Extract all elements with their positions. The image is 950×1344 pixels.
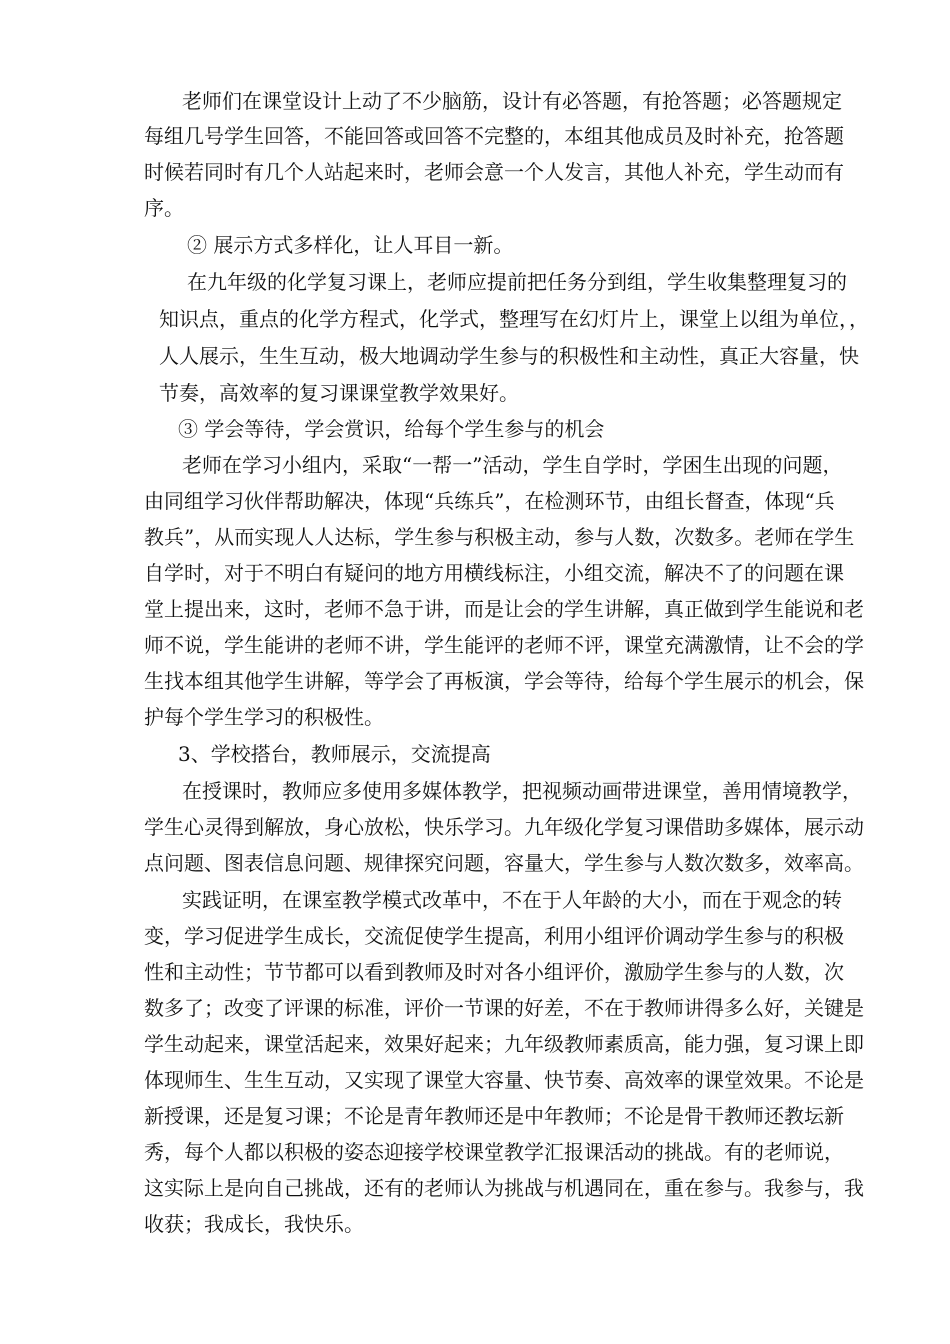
text-line: 实践证明，在课室教学模式改革中，不在于人年龄的大小，而在于观念的转: [182, 888, 842, 912]
text-line: 数多了；改变了评课的标准，评价一节课的好差，不在于教师讲得多么好，关键是: [144, 996, 864, 1020]
text-line: 收获；我成长，我快乐。: [144, 1212, 364, 1236]
section-heading: ② 展示方式多样化，让人耳目一新。: [187, 233, 514, 257]
text-line: 秀，每个人都以积极的姿态迎接学校课堂教学汇报课活动的挑战。有的老师说，: [144, 1140, 844, 1164]
text-line: 学生动起来，课堂活起来，效果好起来；九年级教师素质高，能力强，复习课上即: [144, 1032, 864, 1056]
text-line: 由同组学习伙伴帮助解决，体现“兵练兵”，在检测环节，由组长督查，体现“兵: [144, 489, 835, 513]
text-line: 堂上提出来，这时，老师不急于讲，而是让会的学生讲解，真正做到学生能说和老: [144, 597, 864, 621]
text-line: 师不说，学生能讲的老师不讲，学生能评的老师不评，课堂充满激情，让不会的学: [144, 633, 864, 657]
text-line: 人人展示，生生互动，极大地调动学生参与的积极性和主动性，真正大容量，快: [159, 344, 859, 368]
text-line: 教兵”，从而实现人人达标，学生参与积极主动，参与人数，次数多。老师在学生: [144, 525, 855, 549]
text-line: 学生心灵得到解放，身心放松，快乐学习。九年级化学复习课借助多媒体，展示动: [144, 815, 864, 839]
text-line: 护每个学生学习的积极性。: [144, 705, 384, 729]
text-line: 自学时，对于不明白有疑问的地方用横线标注，小组交流，解决不了的问题在课: [144, 561, 844, 585]
text-line: 新授课，还是复习课；不论是青年教师还是中年教师；不论是骨干教师还教坛新: [144, 1104, 844, 1128]
text-line: 体现师生、生生互动，又实现了课堂大容量、快节奏、高效率的课堂效果。不论是: [144, 1068, 864, 1092]
text-line: 这实际上是向自己挑战，还有的老师认为挑战与机遇同在，重在参与。我参与，我: [144, 1176, 864, 1200]
text-line: 点问题、图表信息问题、规律探究问题，容量大，学生参与人数次数多，效率高。: [144, 851, 864, 875]
section-heading: 3、学校搭台，教师展示，交流提高: [178, 742, 491, 766]
text-line: 性和主动性；节节都可以看到教师及时对各小组评价，激励学生参与的人数，次: [144, 960, 844, 984]
section-heading: ③ 学会等待，学会赏识，给每个学生参与的机会: [178, 417, 605, 441]
text-line: 时候若同时有几个人站起来时，老师会意一个人发言，其他人补充，学生动而有: [144, 160, 844, 184]
text-line: 节奏，高效率的复习课课堂教学效果好。: [159, 381, 519, 405]
text-line: 变，学习促进学生成长，交流促使学生提高，利用小组评价调动学生参与的积极: [144, 924, 844, 948]
text-line: 每组几号学生回答，不能回答或回答不完整的，本组其他成员及时补充，抢答题: [144, 124, 844, 148]
text-line: 老师们在课堂设计上动了不少脑筋，设计有必答题，有抢答题；必答题规定: [182, 89, 842, 113]
text-line: 序。: [144, 196, 184, 220]
text-line: 在授课时，教师应多使用多媒体教学，把视频动画带进课堂，善用情境教学，: [182, 779, 862, 803]
text-line: 在九年级的化学复习课上，老师应提前把任务分到组，学生收集整理复习的: [187, 270, 847, 294]
text-line: 生找本组其他学生讲解，等学会了再板演，学会等待，给每个学生展示的机会，保: [144, 669, 864, 693]
text-line: 知识点，重点的化学方程式，化学式，整理写在幻灯片上，课堂上以组为单位，，: [159, 307, 869, 331]
text-line: 老师在学习小组内，采取“一帮一”活动，学生自学时，学困生出现的问题，: [182, 453, 843, 477]
